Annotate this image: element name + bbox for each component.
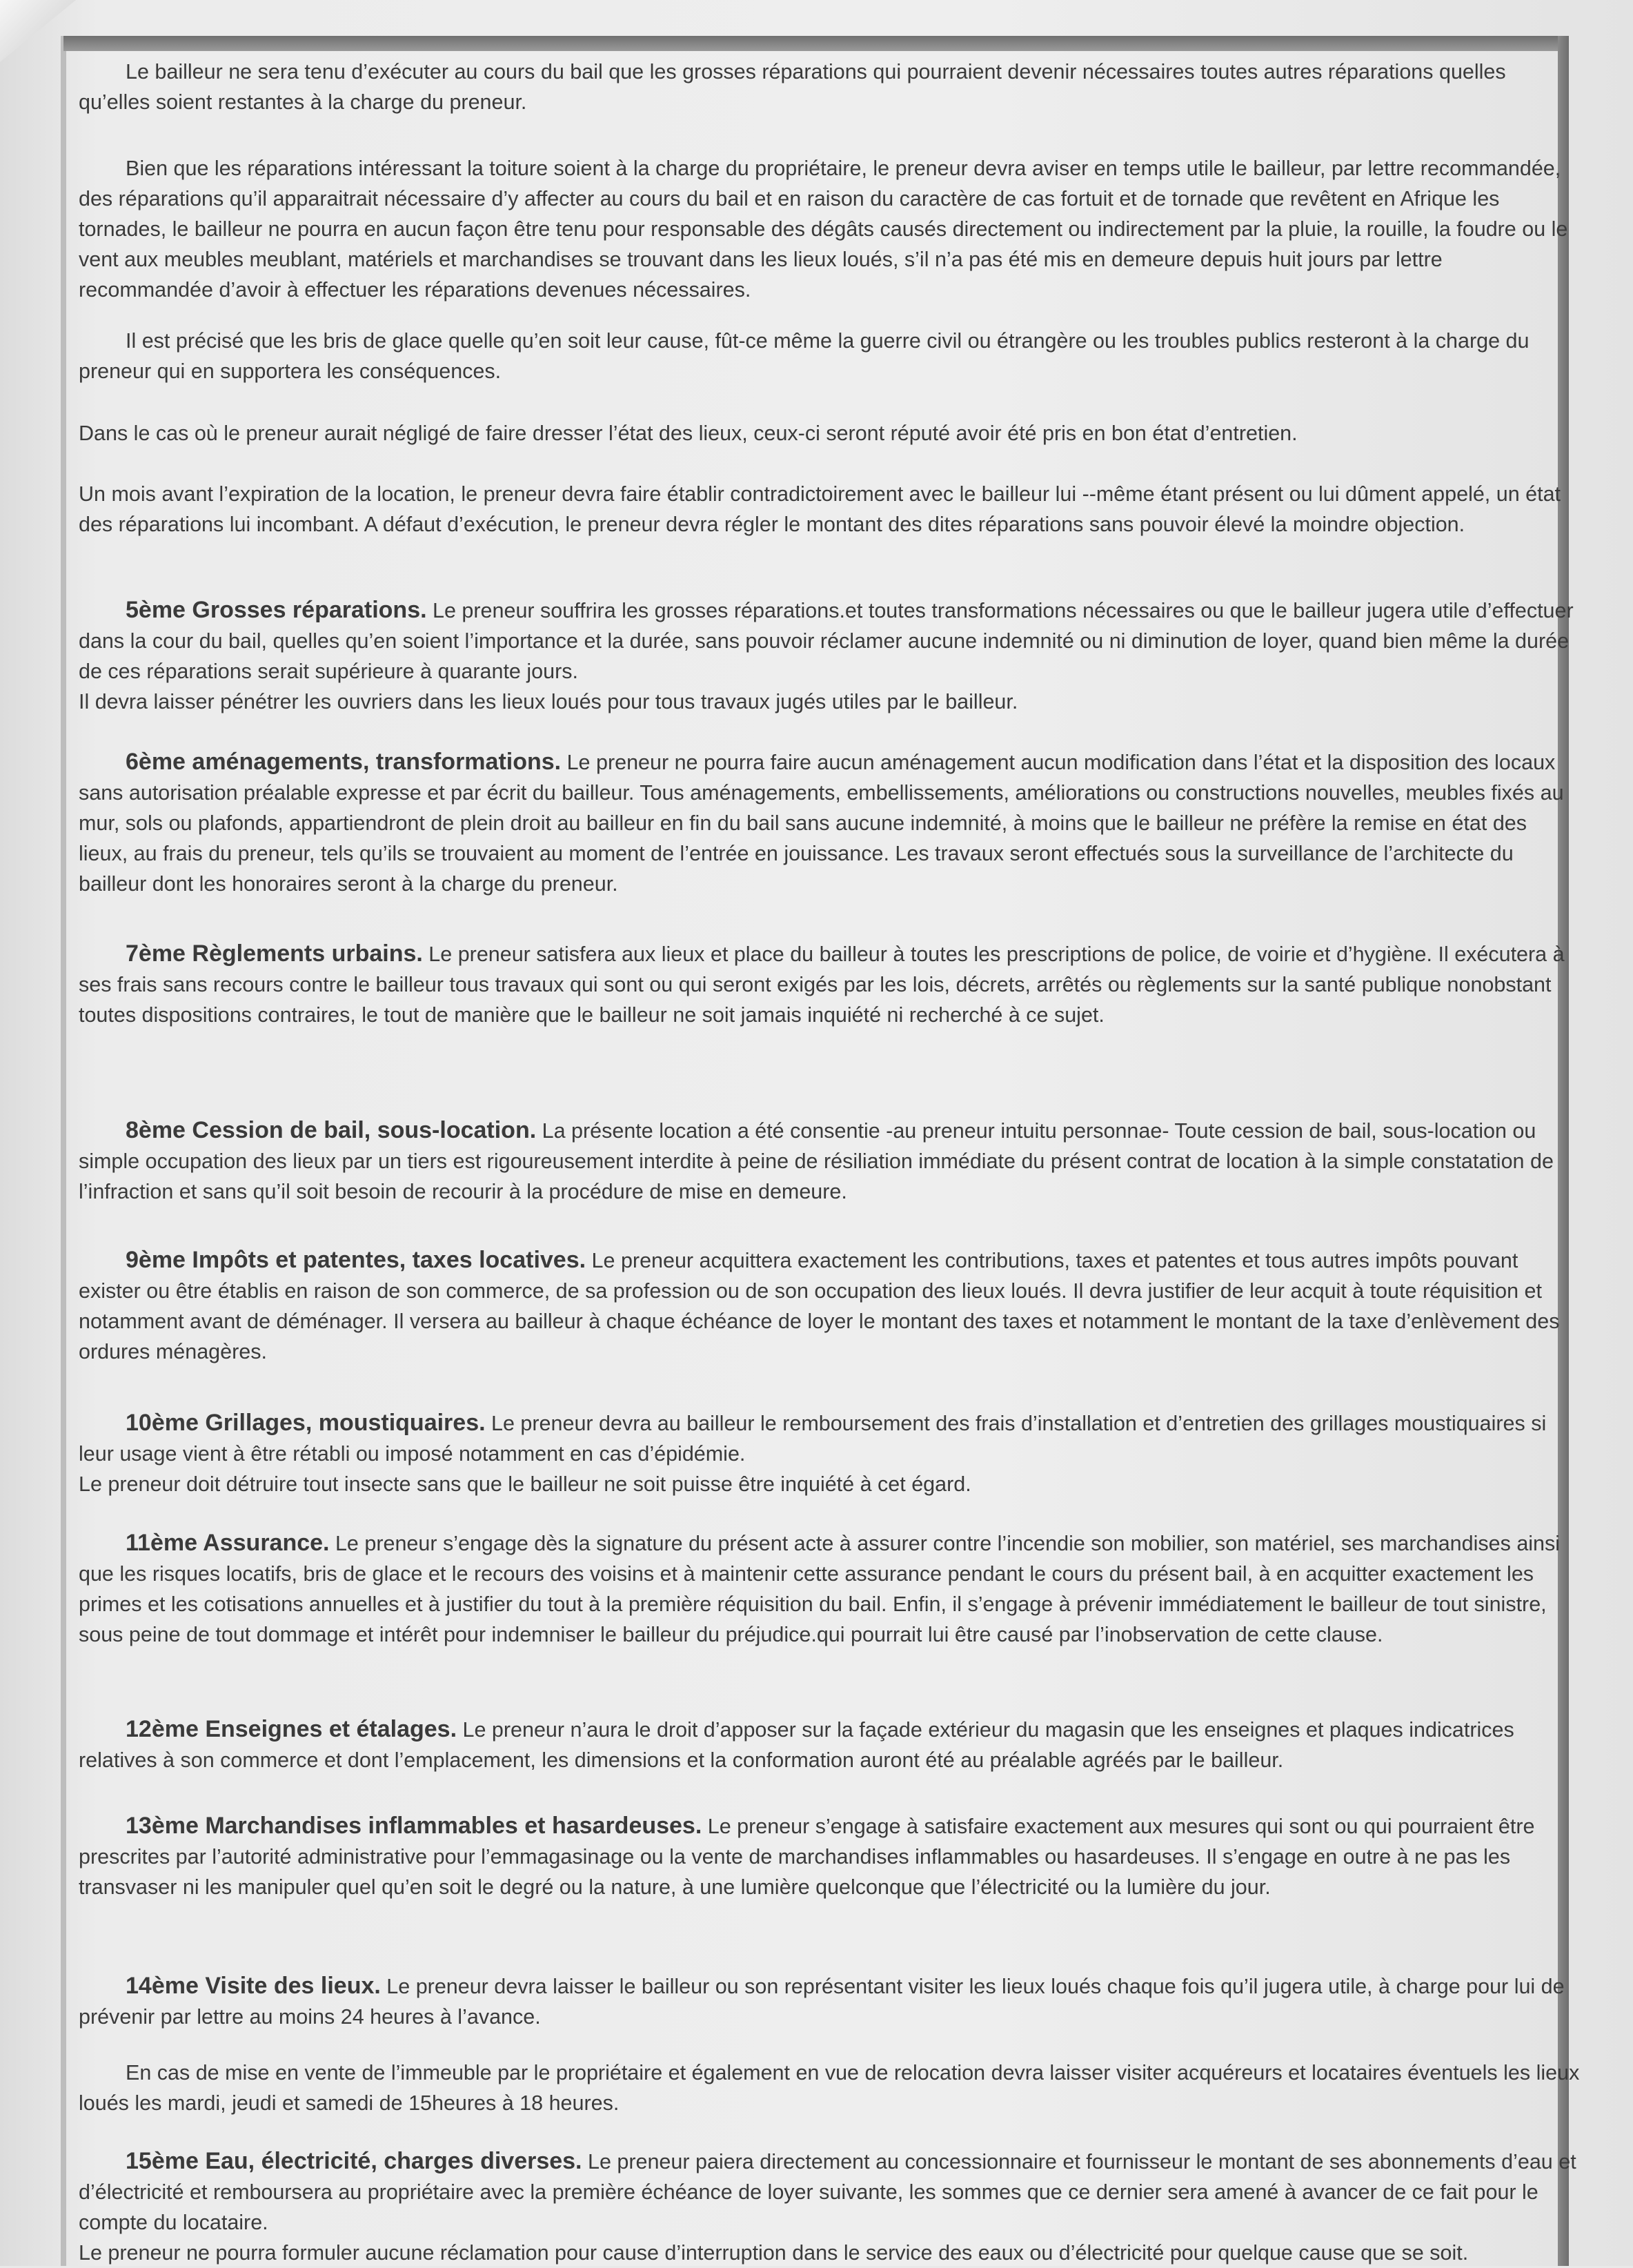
section-5-body: 5ème Grosses réparations. Le preneur souffrira les grosses réparations.et toutes transformations nécessaires ou que le bailleur jugera utile d’effectuer dans la cour du bail, quelles qu’en soient l’importance et la durée, sans pouvoir réclamer aucune indemnité ou ni diminution de loyer, quand bien même la durée de ces réparations serait supérieure à quarante jours. <box>79 597 1574 683</box>
section-6-amenagements: 6ème aménagements, transformations. Le preneur ne pourra faire aucun aménagement aucun modification dans l’état et la disposition des locaux sans autorisation préalable expresse et par écrit du bailleur. Tous aménagements, embellissements, améliorations ou constructions nouvelles, meubles fixés au mur, sols ou plafonds, appartiendront de plein droit au bailleur en fin du bail sans aucune indemnité, à moins que le bailleur ne préfère la remise en état des lieux, au frais du preneur, tels qu’ils se trouvaient au moment de l’entrée en jouissance. Les travaux seront effectués sous la surveillance de l’architecte du bailleur dont les honoraires seront à la charge du preneur. <box>79 749 1564 896</box>
section-13-marchandises-inflammables: 13ème Marchandises inflammables et hasardeuses. Le preneur s’engage à satisfaire exactement aux mesures qui sont ou qui pourraient être prescrites par l’autorité administrative pour l’emmagasinage ou la vente de marchandises inflammables ou hasardeuses. Il s’engage en outre à ne pas les transvaser ni les manipuler quel qu’en soit le degré ou la nature, à une lumière quelconque que l’électricité ou la lumière du jour. <box>79 1813 1535 1899</box>
section-heading: 10ème Grillages, moustiquaires. <box>126 1410 486 1436</box>
section-15-reclamation: Le preneur ne pourra formuler aucune réclamation pour cause d’interruption dans le service des eaux ou d’électricité pour quelque cause que se soit. <box>79 2241 1469 2265</box>
paragraph-toiture: Bien que les réparations intéressant la toiture soient à la charge du propriétaire, le preneur devra aviser en temps utile le bailleur, par lettre recommandée, des réparations qu’il apparaitrait nécessaire d’y affecter au cours du bail et en raison du caractère de cas fortuit et de tornade que revêtent en Afrique les tornades, le bailleur ne pourra en aucun façon être tenu pour responsable des dégâts causés directement ou indirectement par la pluie, la rouille, la foudre ou le vent aux meubles meublant, matériels et marchandises se trouvant dans les lieux loués, s’il n’a pas été mis en demeure depuis huit jours par lettre recommandée d’avoir à effectuer les réparations devenues nécessaires. <box>79 157 1568 302</box>
section-14-visite-des-lieux: 14ème Visite des lieux. Le preneur devra laisser le bailleur ou son représentant visiter les lieux loués chaque fois qu’il jugera utile, à charge pour lui de prévenir par lettre au moins 24 heures à l’avance. <box>79 1973 1565 2029</box>
page-border-top <box>63 36 1567 51</box>
section-8-cession-de-bail: 8ème Cession de bail, sous-location. La présente location a été consentie -au preneur intuitu personnae- Toute cession de bail, sous-location ou simple occupation des lieux par un tiers est rigoureusement interdite à peine de résiliation immédiate du présent contrat de location à la simple constatation de l’infraction et sans qu’il soit besoin de recourir à la procédure de mise en demeure. <box>79 1117 1554 1203</box>
section-15-eau-electricite <box>79 2146 1581 2268</box>
paragraph-bris-de-glace: Il est précisé que les bris de glace quelle qu’en soit leur cause, fût-ce même la guerre civil ou étrangère ou les troubles publics resteront à la charge du preneur qui en supportera les conséquences. <box>79 329 1530 383</box>
section-heading: 12ème Enseignes et étalages. <box>126 1716 457 1742</box>
section-5-grosses-reparations <box>79 595 1581 717</box>
section-heading: 6ème aménagements, transformations. <box>126 749 562 775</box>
section-heading: 11ème Assurance. <box>126 1530 330 1556</box>
section-10-body: 10ème Grillages, moustiquaires. Le preneur devra au bailleur le remboursement des frais d’installation et d’entretien des grillages moustiquaires si leur usage vient à être rétabli ou imposé notamment en cas d’épidémie. <box>79 1410 1547 1466</box>
section-heading: 13ème Marchandises inflammables et hasardeuses. <box>126 1813 702 1839</box>
paragraph-grosses-reparations-bailleur: Le bailleur ne sera tenu d’exécuter au cours du bail que les grosses réparations qui pourraient devenir nécessaires toutes autres réparations quelles qu’elles soient restantes à la charge du preneur. <box>79 60 1506 114</box>
section-heading: 7ème Règlements urbains. <box>126 940 423 967</box>
section-11-assurance: 11ème Assurance. Le preneur s’engage dès la signature du présent acte à assurer contre l’incendie son mobilier, son matériel, ses marchandises ainsi que les risques locatifs, bris de glace et le recours des voisins et à maintenir cette assurance pendant le cours du présent bail, à en acquitter exactement les primes et les cotisations annuelles et à justifier du tout à la première réquisition du bail. Enfin, il s’engage à prévenir immédiatement le bailleur de tout sinistre, sous peine de tout dommage et intérêt pour indemniser le bailleur du préjudice.qui pourrait lui être causé par l’inobservation de cette clause. <box>79 1530 1561 1646</box>
section-heading: 14ème Visite des lieux. <box>126 1973 381 1999</box>
paragraph-etat-des-lieux: Dans le cas où le preneur aurait négligé de faire dresser l’état des lieux, ceux-ci seront réputé avoir été pris en bon état d’entretien. <box>79 422 1298 445</box>
section-heading: 15ème Eau, électricité, charges diverses. <box>126 2148 582 2174</box>
section-12-enseignes: 12ème Enseignes et étalages. Le preneur n’aura le droit d’apposer sur la façade extérieur du magasin que les enseignes et plaques indicatrices relatives à son commerce et dont l’emplacement, les dimensions et la conformation auront été au préalable agréés par le bailleur. <box>79 1716 1514 1772</box>
section-14-mise-en-vente: En cas de mise en vente de l’immeuble par le propriétaire et également en vue de relocation devra laisser visiter acquéreurs et locataires éventuels les lieux loués les mardi, jeudi et samedi de 15heures à 18 heures. <box>79 2061 1580 2115</box>
page-border-left <box>61 36 66 2266</box>
section-heading: 8ème Cession de bail, sous-location. <box>126 1117 537 1143</box>
section-15-body: 15ème Eau, électricité, charges diverses. Le preneur paiera directement au concessionnaire et fournisseur le montant de ses abonnements d’eau et d’électricité et remboursera au propriétaire avec la première échéance de loyer suivante, les sommes que ce dernier sera amené à avancer de ce fait pour le compte du locataire. <box>79 2148 1576 2234</box>
section-heading: 5ème Grosses réparations. <box>126 597 427 623</box>
section-9-impots-patentes: 9ème Impôts et patentes, taxes locatives. Le preneur acquittera exactement les contributions, taxes et patentes et tous autres impôts pouvant exister ou être établis en raison de son commerce, de sa profession ou de son occupation des lieux loués. Il devra justifier de leur acquit à toute réquisition et notamment avant de déménager. Il versera au bailleur à chaque échéance de loyer le montant des taxes et notamment le montant de la taxe d’enlèvement des ordures ménagères. <box>79 1247 1560 1363</box>
section-10-grillages <box>79 1408 1581 1499</box>
section-heading: 9ème Impôts et patentes, taxes locatives. <box>126 1247 586 1273</box>
paragraph-expiration-location: Un mois avant l’expiration de la location, le preneur devra faire établir contradictoirement avec le bailleur lui --même étant présent ou lui dûment appelé, un état des réparations lui incombant. A défaut d’exécution, le preneur devra régler le montant des dites réparations sans pouvoir élevé la moindre objection. <box>79 482 1561 536</box>
section-7-reglements-urbains: 7ème Règlements urbains. Le preneur satisfera aux lieux et place du bailleur à toutes les prescriptions de police, de voirie et d’hygiène. Il exécutera à ses frais sans recours contre le bailleur tous travaux qui sont ou qui seront exigés par les lois, décrets, arrêtés ou règlements sur la santé publique nonobstant toutes dispositions contraires, le tout de manière que le bailleur ne soit jamais inquiété ni recherché à ce sujet. <box>79 940 1565 1027</box>
section-5-ouvriers: Il devra laisser pénétrer les ouvriers dans les lieux loués pour tous travaux jugés utiles par le bailleur. <box>79 690 1018 713</box>
section-10-insectes: Le preneur doit détruire tout insecte sans que le bailleur ne soit puisse être inquiété à cet égard. <box>79 1472 971 1496</box>
